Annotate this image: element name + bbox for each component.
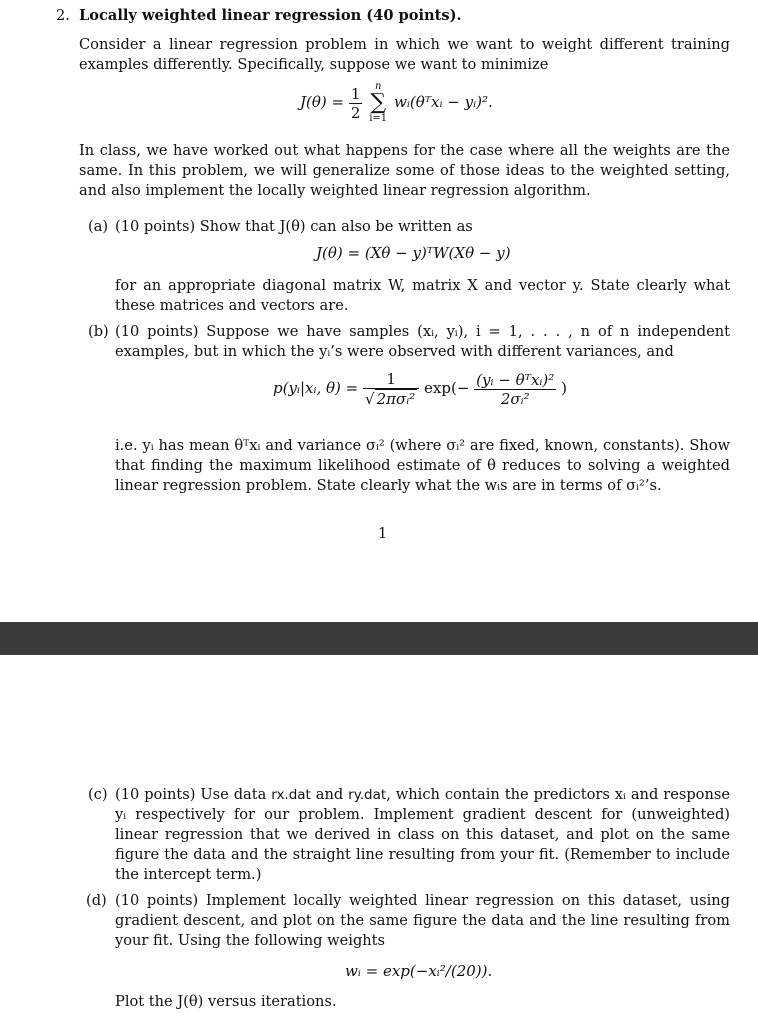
part-a-label: (a) [88, 218, 109, 235]
equation-objective [300, 82, 493, 124]
sum-symbol: n ∑ i=1 [367, 82, 389, 124]
eq-objective-half [349, 85, 363, 122]
eq-b-frac1-num: 1 [363, 370, 419, 389]
page-number: 1 [378, 525, 388, 542]
part-a-text: (10 points) Show that J(θ) can also be written as [115, 218, 473, 235]
sum-lower-limit: i=1 [369, 113, 388, 124]
eq-b-frac2 [474, 371, 556, 408]
eq-b-close: ) [561, 379, 567, 397]
eq-half-num: 1 [350, 84, 361, 103]
problem-title: Locally weighted linear regression (40 points). [79, 7, 462, 24]
eq-objective-body: wᵢ(θᵀxᵢ − yᵢ)². [393, 93, 493, 111]
part-c-text-after: , which contain the predictors xᵢ and response yᵢ respectively for our problem. Implement gradient descent for (unweighted) linear regression that we derived in class on this dataset, and plot on the same figure the data and the straight line resulting from your fit. (Remember to include the intercept term.) [115, 786, 730, 883]
part-d-final: Plot the J(θ) versus iterations. [115, 993, 337, 1010]
sum-upper-limit: n [374, 81, 382, 92]
eq-b-frac1-den: √ 2πσᵢ² [365, 390, 416, 408]
part-c-text [115, 785, 730, 885]
part-d-label: (d) [86, 892, 107, 909]
eq-b-frac1 [363, 370, 419, 408]
part-b-text: (10 points) Suppose we have samples (xᵢ, yᵢ), i = 1, . . . , n of n independent examples, but in which the yᵢ’s were observed with different variances, and [115, 323, 730, 360]
eq-b-lhs: p(yᵢ|xᵢ, θ) = [273, 379, 359, 397]
part-c-label: (c) [88, 786, 108, 803]
eq-half-den: 2 [350, 103, 361, 122]
file-rx: rx.dat [271, 787, 311, 803]
eq-b-frac2-den: 2σᵢ² [500, 389, 530, 408]
problem-paragraph-2: In class, we have worked out what happens for the case where all the weights are the same. In this problem, we will generalize some of those ideas to the weighted setting, and also implement the locally weighted linear regression algorithm. [79, 142, 730, 199]
file-ry: ry.dat [348, 787, 387, 803]
problem-number: 2. [56, 7, 70, 24]
part-a-equation: J(θ) = (Xθ − y)ᵀW(Xθ − y) [316, 244, 511, 262]
part-c-text-before: (10 points) Use data [115, 786, 272, 803]
part-b-label: (b) [88, 323, 109, 340]
eq-b-sqrt-body: 2πσᵢ² [376, 390, 416, 408]
page-2 [0, 655, 758, 1024]
page-divider [0, 622, 758, 655]
part-b-follow: i.e. yᵢ has mean θᵀxᵢ and variance σᵢ² (where σᵢ² are fixed, known, constants). Show that finding the maximum likelihood estimate of θ reduces to solving a weighted linear regression problem. State clearly what the wᵢs are in terms of σᵢ²’s. [115, 437, 730, 494]
eq-b-exp: exp(− [424, 379, 470, 397]
part-c-text-mid: and [310, 786, 349, 803]
eq-objective-lhs: J(θ) = [300, 93, 345, 111]
part-a-follow: for an appropriate diagonal matrix W, matrix X and vector y. State clearly what these matrices and vectors are. [115, 277, 730, 314]
part-b-equation [273, 370, 567, 408]
part-d-text: (10 points) Implement locally weighted linear regression on this dataset, using gradient descent, and plot on the same figure the data and the line resulting from your fit. Using the following weights [115, 892, 730, 949]
problem-intro: Consider a linear regression problem in which we want to weight different training examples differently. Specifically, suppose we want to minimize [79, 36, 730, 73]
part-d-equation: wᵢ = exp(−xᵢ²/(20)). [345, 962, 493, 980]
eq-b-frac2-num: (yᵢ − θᵀxᵢ)² [476, 370, 555, 389]
